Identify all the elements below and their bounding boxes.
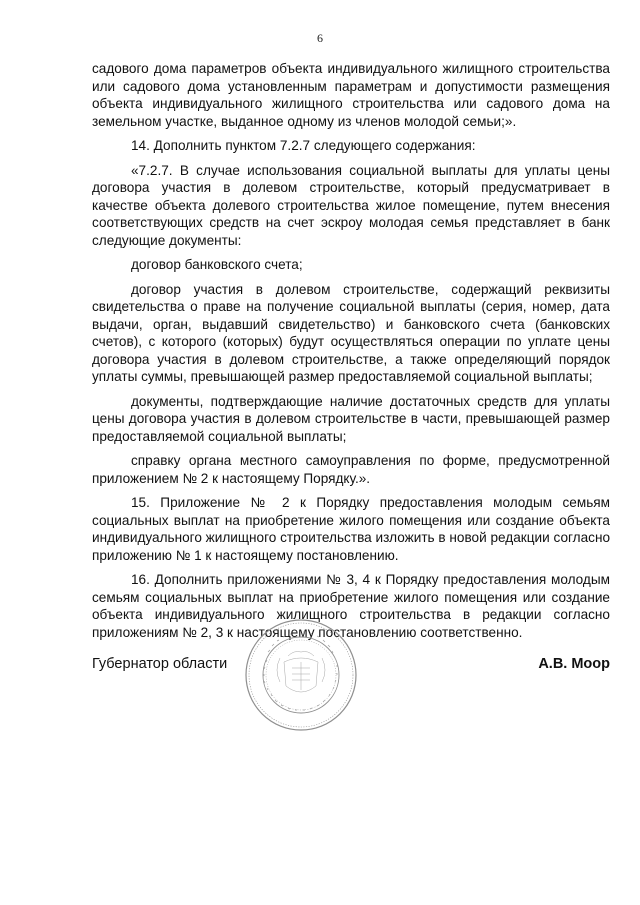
paragraph: садового дома параметров объекта индивидуального жилищного строительства или садового дома установленным параметрам и допустимости размещения объекта индивидуального жилищного строительства или садового дома на земельном участке, выданное одному из членов молодой семьи;». [92, 61, 610, 129]
paragraph: 14. Дополнить пунктом 7.2.7 следующего содержания: [131, 138, 476, 153]
signatory-name: А.В. Моор [538, 656, 610, 672]
signatory-title: Губернатор области [92, 656, 228, 672]
paragraph: документы, подтверждающие наличие достаточных средств для уплаты цены договора участия в долевом строительстве в части, превышающей размер предоставляемой социальной выплаты; [92, 393, 610, 444]
page-number: 6 [317, 31, 323, 45]
paragraph: справку органа местного самоуправления по форме, предусмотренной приложением № 2 к настоящему Порядку.». [92, 453, 610, 486]
paragraph: договор участия в долевом строительстве, содержащий реквизиты свидетельства о праве на получение социальной выплаты (серия, номер, дата выдачи, орган, выдавший свидетельство) и банковского счета (банковских счетов), с которого (которых) будут осуществляться операции по уплате цены договора участия в долевом строительстве, а также определяющий порядок уплаты суммы, превышающей размер предоставляемой социальной выплаты; [92, 281, 610, 384]
paragraph: 15. Приложение № 2 к Порядку предоставления молодым семьям социальных выплат на приобретение жилого помещения или создание объекта индивидуального жилищного строительства изложить в новой редакции согласно приложению № 1 к настоящему постановлению. [92, 495, 611, 563]
paragraph: «7.2.7. В случае использования социальной выплаты для уплаты цены договора участия в долевом строительстве, который предусматривает в качестве объекта долевого строительства жилое помещение, путем внесения соответствующих средств на счет эскроу молодая семья представляет в банк следующие документы: [92, 162, 610, 248]
document-body [92, 60, 610, 648]
paragraph: 16. Дополнить приложениями № 3, 4 к Порядку предоставления молодым семьям социальных выплат на приобретение жилого помещения или создание объекта индивидуального жилищного строительства в редакции согласно приложениям № 2, 3 к настоящему постановлению соответственно. [92, 572, 610, 640]
signature-block [92, 656, 610, 680]
paragraph: договор банковского счета; [131, 257, 303, 272]
